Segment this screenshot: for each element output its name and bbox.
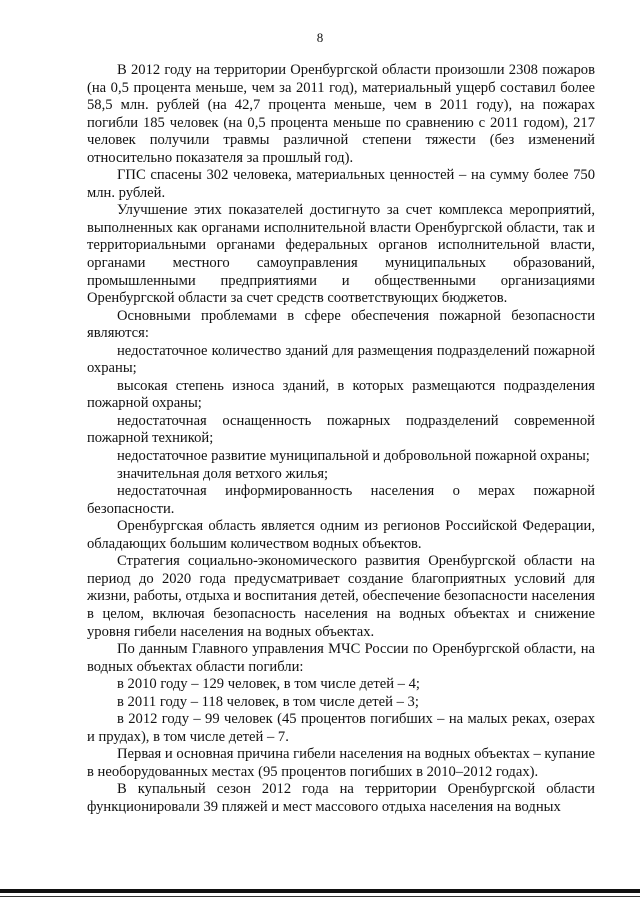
paragraph-bathing-season: В купальный сезон 2012 года на территории Оренбургской области функционировали 39 пляжей и мест массового отдыха населения на водных (87, 781, 595, 815)
list-item-buildings-shortage: недостаточное количество зданий для размещения подразделений пожарной охраны; (87, 342, 595, 377)
bottom-scan-border-thin (0, 896, 640, 897)
paragraph-gps-rescued: ГПС спасены 302 человека, материальных ценностей – на сумму более 750 млн. рублей. (87, 167, 595, 201)
bottom-scan-border (0, 889, 640, 893)
page-number: 8 (316, 30, 324, 45)
list-item-deaths-2011: в 2011 году – 118 человек, в том числе детей – 3; (117, 693, 419, 710)
list-item-volunteer-protection: недостаточное развитие муниципальной и добровольной пожарной охраны; (117, 448, 590, 465)
list-item-buildings-wear: высокая степень износа зданий, в которых размещаются подразделения пожарной охраны; (87, 377, 595, 412)
list-item-deaths-2012: в 2012 году – 99 человек (45 процентов погибших – на малых реках, озерах и прудах), в том числе детей – 7. (87, 711, 595, 745)
paragraph-water-bodies: Оренбургская область является одним из регионов Российской Федерации, обладающих большим количеством водных объектов. (87, 518, 595, 552)
list-item-equipment: недостаточная оснащенность пожарных подразделений современной пожарной техникой; (87, 412, 595, 447)
list-item-public-awareness: недостаточная информированность населения о мерах пожарной безопасности. (87, 483, 595, 517)
document-body (87, 62, 595, 817)
paragraph-fire-statistics-2012: В 2012 году на территории Оренбургской области произошли 2308 пожаров (на 0,5 процента меньше, чем за 2011 год), материальный ущерб составил более 58,5 млн. рублей (на 42,7 процента меньше, чем в 2011 году), на пожарах погибли 185 человек (на 0,5 процента меньше по сравнению с 2011 годом), 217 человек получили травмы различной степени тяжести (без изменений относительно показателя за прошлый год). (87, 62, 595, 166)
list-item-dilapidated-housing: значительная доля ветхого жилья; (117, 465, 329, 482)
list-item-deaths-2010: в 2010 году – 129 человек, в том числе детей – 4; (117, 676, 420, 693)
paragraph-development-strategy: Стратегия социально-экономического развития Оренбургской области на период до 2020 года предусматривает создание благоприятных условий для жизни, работы, отдыха и воспитания детей, обеспечение безопасности населения в целом, включая безопасность населения на водных объектах и снижение уровня гибели населения на водных объектах. (87, 553, 595, 640)
paragraph-main-cause: Первая и основная причина гибели населения на водных объектах – купание в необорудованных местах (95 процентов погибших в 2010–2012 годах). (87, 746, 595, 780)
paragraph-emercom-data: По данным Главного управления МЧС России по Оренбургской области, на водных объектах области погибли: (87, 641, 595, 675)
paragraph-main-problems-intro: Основными проблемами в сфере обеспечения пожарной безопасности являются: (87, 307, 595, 342)
paragraph-improvement-measures: Улучшение этих показателей достигнуто за счет комплекса мероприятий, выполненных как органами исполнительной власти Оренбургской области, так и территориальными органами федеральных органов исполнительной власти, органами местного самоуправления муниципальных образований, промышленными предприятиями и общественными организациями Оренбургской области за счет средств соответствующих бюджетов. (87, 202, 595, 307)
